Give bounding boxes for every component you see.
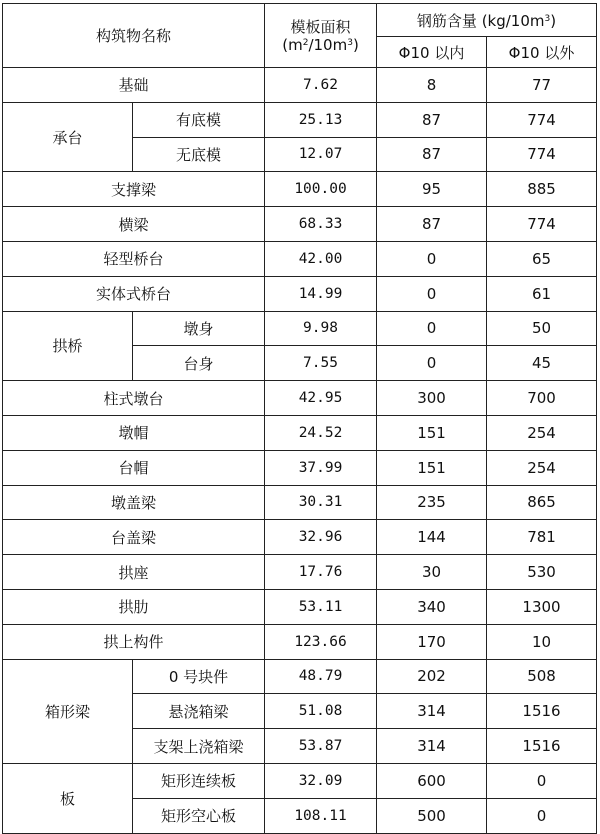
row-name: 基础 bbox=[3, 68, 265, 103]
header-name: 构筑物名称 bbox=[3, 4, 265, 68]
row-inside: 170 bbox=[377, 624, 487, 659]
row-inside: 87 bbox=[377, 137, 487, 172]
row-area: 108.11 bbox=[265, 798, 377, 833]
row-area: 14.99 bbox=[265, 276, 377, 311]
row-area: 68.33 bbox=[265, 207, 377, 242]
row-outside: 530 bbox=[487, 555, 597, 590]
row-inside: 0 bbox=[377, 241, 487, 276]
row-outside: 50 bbox=[487, 311, 597, 346]
row-name: 矩形连续板 bbox=[133, 763, 265, 798]
row-area: 32.09 bbox=[265, 763, 377, 798]
row-name: 墩帽 bbox=[3, 415, 265, 450]
row-inside: 8 bbox=[377, 68, 487, 103]
header-steel: 钢筋含量 $(kg/10m^3)$ bbox=[377, 4, 597, 37]
table-row bbox=[3, 555, 597, 590]
table-row bbox=[3, 241, 597, 276]
row-area: 42.95 bbox=[265, 381, 377, 416]
row-inside: 151 bbox=[377, 450, 487, 485]
row-name: 拱上构件 bbox=[3, 624, 265, 659]
row-name: 实体式桥台 bbox=[3, 276, 265, 311]
row-outside: 61 bbox=[487, 276, 597, 311]
row-inside: 151 bbox=[377, 415, 487, 450]
structure-table bbox=[2, 3, 597, 834]
row-outside: 865 bbox=[487, 485, 597, 520]
row-outside: 65 bbox=[487, 241, 597, 276]
row-outside: 700 bbox=[487, 381, 597, 416]
header-area-line2: $(m^2/10m^3)$ bbox=[282, 35, 359, 54]
row-outside: 77 bbox=[487, 68, 597, 103]
row-area: 30.31 bbox=[265, 485, 377, 520]
row-name: 横梁 bbox=[3, 207, 265, 242]
row-inside: 0 bbox=[377, 276, 487, 311]
header-area-line1: 模板面积 bbox=[290, 17, 351, 36]
row-name: 墩盖梁 bbox=[3, 485, 265, 520]
table-row bbox=[3, 589, 597, 624]
row-name: 台身 bbox=[133, 346, 265, 381]
row-area: 123.66 bbox=[265, 624, 377, 659]
row-name: 支撑梁 bbox=[3, 172, 265, 207]
group-label: 箱形梁 bbox=[3, 659, 133, 763]
row-inside: 95 bbox=[377, 172, 487, 207]
row-inside: 340 bbox=[377, 589, 487, 624]
row-name: 无底模 bbox=[133, 137, 265, 172]
row-area: 51.08 bbox=[265, 694, 377, 729]
row-name: 台盖梁 bbox=[3, 520, 265, 555]
header-steel-inside: Φ10 以内 bbox=[377, 37, 487, 68]
row-inside: 0 bbox=[377, 311, 487, 346]
table-row bbox=[3, 172, 597, 207]
table-row bbox=[3, 68, 597, 103]
row-inside: 300 bbox=[377, 381, 487, 416]
row-area: 37.99 bbox=[265, 450, 377, 485]
table-row bbox=[3, 624, 597, 659]
row-outside: 0 bbox=[487, 798, 597, 833]
row-area: 17.76 bbox=[265, 555, 377, 590]
header-area bbox=[265, 4, 377, 68]
row-name: 支架上浇箱梁 bbox=[133, 729, 265, 764]
row-inside: 87 bbox=[377, 102, 487, 137]
row-name: 有底模 bbox=[133, 102, 265, 137]
table-row bbox=[3, 520, 597, 555]
row-outside: 781 bbox=[487, 520, 597, 555]
group-label: 拱桥 bbox=[3, 311, 133, 381]
row-inside: 202 bbox=[377, 659, 487, 694]
row-name: 墩身 bbox=[133, 311, 265, 346]
row-area: 42.00 bbox=[265, 241, 377, 276]
row-outside: 254 bbox=[487, 415, 597, 450]
row-name: 矩形空心板 bbox=[133, 798, 265, 833]
row-name: 拱肋 bbox=[3, 589, 265, 624]
row-inside: 314 bbox=[377, 729, 487, 764]
row-area: 9.98 bbox=[265, 311, 377, 346]
table-row bbox=[3, 102, 597, 137]
table-row bbox=[3, 659, 597, 694]
row-name: 拱座 bbox=[3, 555, 265, 590]
row-outside: 254 bbox=[487, 450, 597, 485]
row-inside: 235 bbox=[377, 485, 487, 520]
row-outside: 1516 bbox=[487, 729, 597, 764]
row-area: 100.00 bbox=[265, 172, 377, 207]
row-area: 48.79 bbox=[265, 659, 377, 694]
table-row bbox=[3, 415, 597, 450]
row-name: 0 号块件 bbox=[133, 659, 265, 694]
group-label: 板 bbox=[3, 763, 133, 833]
table-row bbox=[3, 450, 597, 485]
row-inside: 87 bbox=[377, 207, 487, 242]
row-name: 悬浇箱梁 bbox=[133, 694, 265, 729]
table-row bbox=[3, 763, 597, 798]
row-inside: 314 bbox=[377, 694, 487, 729]
row-outside: 1516 bbox=[487, 694, 597, 729]
group-label: 承台 bbox=[3, 102, 133, 172]
row-area: 7.62 bbox=[265, 68, 377, 103]
row-name: 台帽 bbox=[3, 450, 265, 485]
row-name: 柱式墩台 bbox=[3, 381, 265, 416]
row-area: 7.55 bbox=[265, 346, 377, 381]
row-name: 轻型桥台 bbox=[3, 241, 265, 276]
table-row bbox=[3, 311, 597, 346]
row-outside: 1300 bbox=[487, 589, 597, 624]
row-outside: 508 bbox=[487, 659, 597, 694]
row-outside: 774 bbox=[487, 102, 597, 137]
row-area: 12.07 bbox=[265, 137, 377, 172]
table-row bbox=[3, 381, 597, 416]
row-outside: 885 bbox=[487, 172, 597, 207]
table-row bbox=[3, 276, 597, 311]
row-area: 25.13 bbox=[265, 102, 377, 137]
table-row bbox=[3, 207, 597, 242]
row-inside: 600 bbox=[377, 763, 487, 798]
row-area: 53.11 bbox=[265, 589, 377, 624]
row-outside: 0 bbox=[487, 763, 597, 798]
row-inside: 500 bbox=[377, 798, 487, 833]
row-area: 32.96 bbox=[265, 520, 377, 555]
row-inside: 30 bbox=[377, 555, 487, 590]
row-outside: 774 bbox=[487, 137, 597, 172]
row-area: 53.87 bbox=[265, 729, 377, 764]
row-outside: 774 bbox=[487, 207, 597, 242]
row-outside: 45 bbox=[487, 346, 597, 381]
table-row bbox=[3, 485, 597, 520]
row-outside: 10 bbox=[487, 624, 597, 659]
row-area: 24.52 bbox=[265, 415, 377, 450]
header-steel-outside: Φ10 以外 bbox=[487, 37, 597, 68]
header-row bbox=[3, 4, 597, 37]
row-inside: 0 bbox=[377, 346, 487, 381]
row-inside: 144 bbox=[377, 520, 487, 555]
